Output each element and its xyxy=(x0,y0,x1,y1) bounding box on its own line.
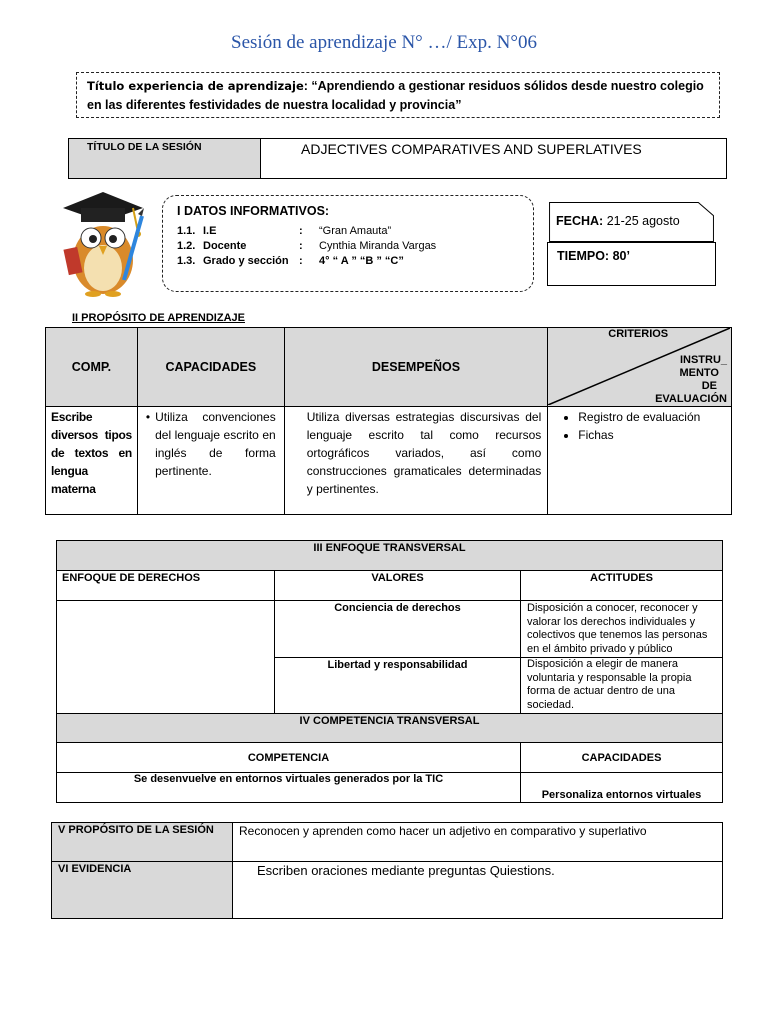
evidencia-label: VI EVIDENCIA xyxy=(52,862,233,919)
proposito-table xyxy=(45,327,732,515)
instrumento-line: DE xyxy=(701,380,717,392)
datos-row xyxy=(177,253,519,268)
instrumento-line: EVALUACIÓN xyxy=(655,393,727,405)
datos-label: I.E xyxy=(203,224,217,237)
table-row xyxy=(46,328,732,407)
capacidad-cell: Personaliza entornos virtuales xyxy=(521,773,723,803)
competencia-cell: Se desenvuelve en entornos virtuales generados por la TIC xyxy=(57,773,521,803)
datos-heading: I DATOS INFORMATIVOS: xyxy=(177,204,330,218)
datos-label: Grado y sección xyxy=(203,254,289,267)
header-desempenos: DESEMPEÑOS xyxy=(284,328,548,407)
table-row xyxy=(52,862,723,919)
enfoque-title: III ENFOQUE TRANSVERSAL xyxy=(57,541,723,571)
competencia-title: IV COMPETENCIA TRANSVERSAL xyxy=(57,714,723,743)
datos-value: 4° “ A ” “B ” “C” xyxy=(319,254,404,267)
proposito-evidencia-table xyxy=(51,822,723,919)
fecha-field xyxy=(556,214,680,228)
enfoque-col-actitudes: ACTITUDES xyxy=(521,571,723,601)
desempeno-cell: Utiliza diversas estrategias discursivas del lenguaje escrito tal como recursos ortográficos variados, así como construcciones gramaticales determinadas y pertinentes. xyxy=(284,407,548,515)
header-criterios-instrumento xyxy=(548,328,732,407)
competencia-col: COMPETENCIA xyxy=(57,743,521,773)
session-title-label: TÍTULO DE LA SESIÓN xyxy=(69,139,261,179)
actitud-cell: Disposición a conocer, reconocer y valorar los derechos individuales y colectivos que tenemos las personas en el ámbito privado y público xyxy=(521,601,723,658)
datos-label: Docente xyxy=(203,239,247,252)
actitud-cell: Disposición a elegir de manera voluntaria y responsable la propia forma de actuar dentro de una sociedad. xyxy=(521,658,723,714)
datos-colon: : xyxy=(299,254,303,267)
datos-colon: : xyxy=(299,239,303,252)
datos-informativos-box xyxy=(162,195,534,292)
table-row xyxy=(57,571,723,601)
datos-num: 1.3. xyxy=(177,254,196,267)
proposito-sesion-value: Reconocen y aprenden como hacer un adjetivo en comparativo y superlativo xyxy=(233,823,723,862)
datos-num: 1.1. xyxy=(177,224,196,237)
proposito-sesion-label: V PROPÓSITO DE LA SESIÓN xyxy=(52,823,233,862)
valor-cell: Conciencia de derechos xyxy=(275,601,521,658)
experiencia-box xyxy=(76,72,720,118)
table-row xyxy=(46,407,732,515)
enfoque-competencia-table xyxy=(56,540,723,803)
datos-colon: : xyxy=(299,224,303,237)
page-title: Sesión de aprendizaje N° …/ Exp. N°06 xyxy=(231,32,537,53)
comp-cell: Escribe diversos tipos de textos en lengua materna xyxy=(46,407,138,515)
header-capacidades: CAPACIDADES xyxy=(137,328,284,407)
evidencia-value: Escriben oraciones mediante preguntas Quiestions. xyxy=(233,862,723,919)
instrumentos-list xyxy=(560,408,719,444)
table-row xyxy=(52,823,723,862)
datos-value: Cynthia Miranda Vargas xyxy=(319,239,437,252)
capacidad-item xyxy=(146,408,276,480)
criterios-label: CRITERIOS xyxy=(608,328,669,340)
header-comp: COMP. xyxy=(46,328,138,407)
instrumento-line: INSTRU_ xyxy=(679,354,727,366)
table-row xyxy=(57,743,723,773)
datos-row xyxy=(177,223,519,238)
capacidad-cell xyxy=(137,407,284,515)
instrumento-label xyxy=(655,354,727,406)
table-row xyxy=(57,601,723,658)
datos-value: “Gran Amauta” xyxy=(319,224,392,237)
fecha-value: 21-25 agosto xyxy=(606,214,680,228)
experiencia-label: Título experiencia de aprendizaje xyxy=(87,79,304,93)
capacidades-col: CAPACIDADES xyxy=(521,743,723,773)
session-title-table xyxy=(68,138,727,179)
datos-num: 1.2. xyxy=(177,239,196,252)
fecha-label: FECHA: xyxy=(556,214,604,228)
table-row xyxy=(57,773,723,803)
instrumento-line: MENTO xyxy=(679,367,719,379)
instrumentos-cell xyxy=(548,407,732,515)
enfoque-empty-cell xyxy=(57,601,275,714)
table-row xyxy=(57,714,723,743)
bullet-icon: • xyxy=(145,410,151,424)
proposito-label: II PROPÓSITO DE APRENDIZAJE xyxy=(72,312,245,324)
datos-row xyxy=(177,238,519,253)
fecha-tiempo-box xyxy=(547,202,716,286)
tiempo-field xyxy=(547,242,716,286)
list-item: • Fichas xyxy=(578,426,719,444)
list-item: • Registro de evaluación xyxy=(578,408,719,426)
enfoque-col-valores: VALORES xyxy=(275,571,521,601)
capacidad-text: Utiliza convenciones del lenguaje escrito en inglés de forma pertinente. xyxy=(155,410,276,478)
experiencia-text: : “Aprendiendo a gestionar residuos sólidos desde nuestro colegio en las diferentes festividades de nuestra localidad y provincia” xyxy=(87,79,704,112)
table-row xyxy=(57,541,723,571)
owl-mascot-icon xyxy=(58,188,148,300)
tiempo-value: 80’ xyxy=(612,249,630,263)
tiempo-label: TIEMPO: xyxy=(557,249,610,263)
valor-cell: Libertad y responsabilidad xyxy=(275,658,521,714)
session-title-value: ADJECTIVES COMPARATIVES AND SUPERLATIVES xyxy=(261,139,727,179)
enfoque-col-derechos: ENFOQUE DE DERECHOS xyxy=(57,571,275,601)
